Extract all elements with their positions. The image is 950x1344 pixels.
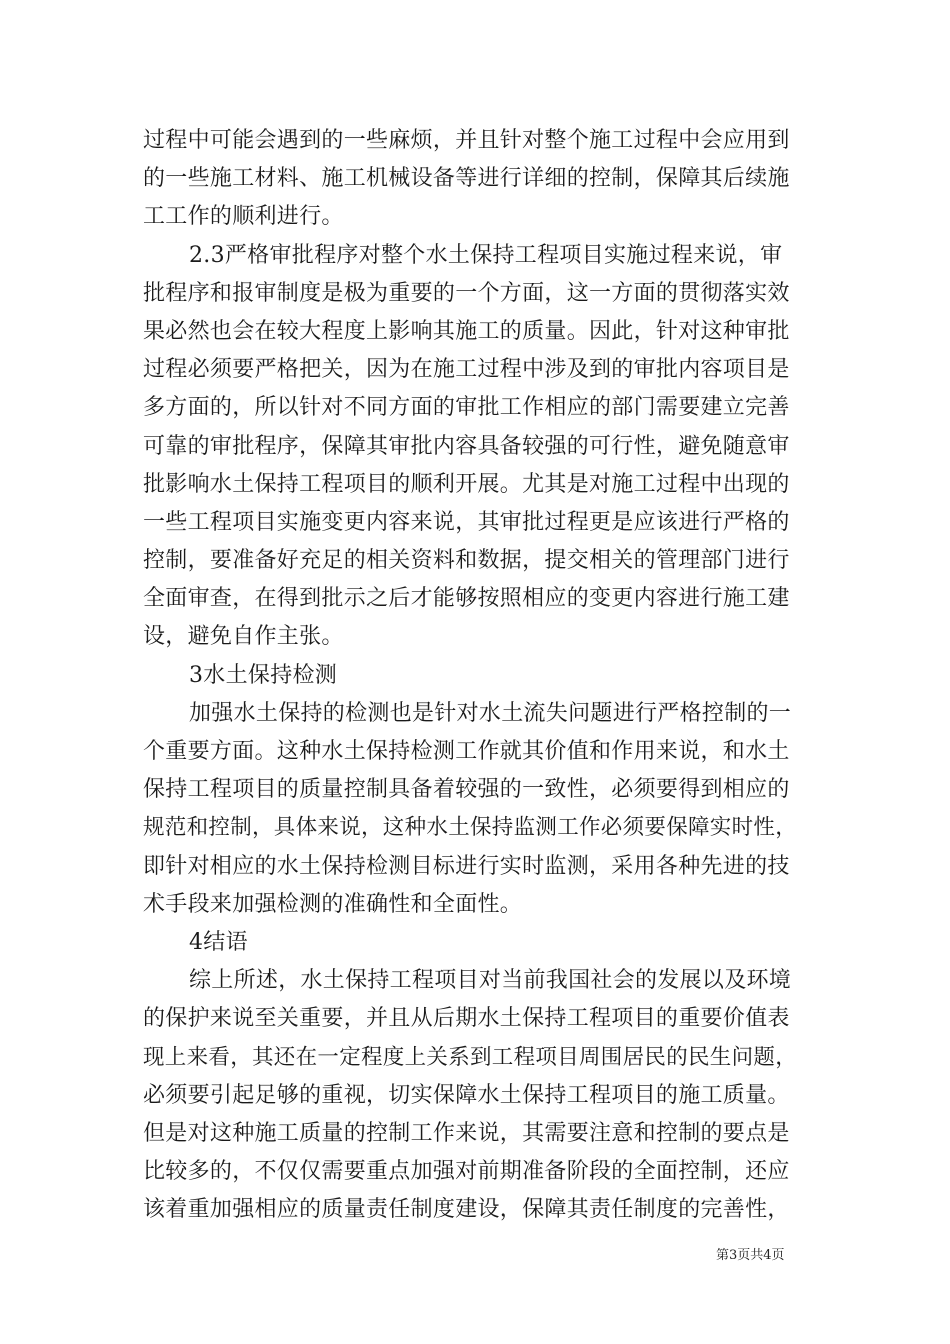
- text-line: 批程序和报审制度是极为重要的一个方面，这一方面的贯彻落实效: [143, 280, 790, 306]
- text-line: 多方面的，所以针对不同方面的审批工作相应的部门需要建立完善: [143, 395, 790, 421]
- text-line: 过程中可能会遇到的一些麻烦，并且针对整个施工过程中会应用到: [143, 128, 790, 153]
- text-line: 设，避免自作主张。: [143, 624, 344, 650]
- page-number: 第3页共4页: [716, 1248, 785, 1263]
- text-line: 但是对这种施工质量的控制工作来说，其需要注意和控制的要点是: [143, 1120, 790, 1146]
- text-line: 规范和控制，具体来说，这种水土保持监测工作必须要保障实时性，: [143, 815, 798, 841]
- text-line: 该着重加强相应的质量责任制度建设，保障其责任制度的完善性，: [143, 1197, 790, 1223]
- text-line: 过程必须要严格把关，因为在施工过程中涉及到的审批内容项目是: [143, 357, 790, 383]
- text-line: 术手段来加强检测的准确性和全面性。: [143, 891, 523, 917]
- text-line: 2.3严格审批程序对整个水土保持工程项目实施过程来说，审: [189, 242, 783, 268]
- document-body: [143, 122, 809, 1229]
- text-line: 批影响水土保持工程项目的顺利开展。尤其是对施工过程中出现的: [143, 471, 790, 497]
- text-line: 必须要引起足够的重视，切实保障水土保持工程项目的施工质量。: [143, 1082, 790, 1108]
- text-line: 果必然也会在较大程度上影响其施工的质量。因此，针对这种审批: [143, 318, 790, 344]
- text-line: 的保护来说至关重要，并且从后期水土保持工程项目的重要价值表: [143, 1006, 790, 1032]
- text-line: 一些工程项目实施变更内容来说，其审批过程更是应该进行严格的: [143, 509, 790, 535]
- text-line: 现上来看，其还在一定程度上关系到工程项目周围居民的民生问题，: [143, 1044, 798, 1070]
- text-line: 保持工程项目的质量控制具备着较强的一致性，必须要得到相应的: [143, 777, 790, 803]
- text-line: 加强水土保持的检测也是针对水土流失问题进行严格控制的一: [189, 700, 792, 726]
- text-line: 即针对相应的水土保持检测目标进行实时监测，采用各种先进的技: [143, 853, 790, 879]
- text-line: 控制，要准备好充足的相关资料和数据，提交相关的管理部门进行: [143, 548, 790, 574]
- text-line: 工工作的顺利进行。: [143, 204, 344, 230]
- text-line: 全面审查，在得到批示之后才能够按照相应的变更内容进行施工建: [143, 586, 790, 612]
- text-line: 4结语: [189, 929, 248, 955]
- text-line: 可靠的审批程序，保障其审批内容具备较强的可行性，避免随意审: [143, 433, 790, 459]
- text-line: 个重要方面。这种水土保持检测工作就其价值和作用来说，和水土: [143, 739, 790, 764]
- text-line: 比较多的，不仅仅需要重点加强对前期准备阶段的全面控制，还应: [143, 1159, 790, 1185]
- text-line: 3水土保持检测: [189, 662, 338, 688]
- text-line: 的一些施工材料、施工机械设备等进行详细的控制，保障其后续施: [143, 166, 790, 192]
- text-line: 综上所述，水土保持工程项目对当前我国社会的发展以及环境: [189, 968, 792, 994]
